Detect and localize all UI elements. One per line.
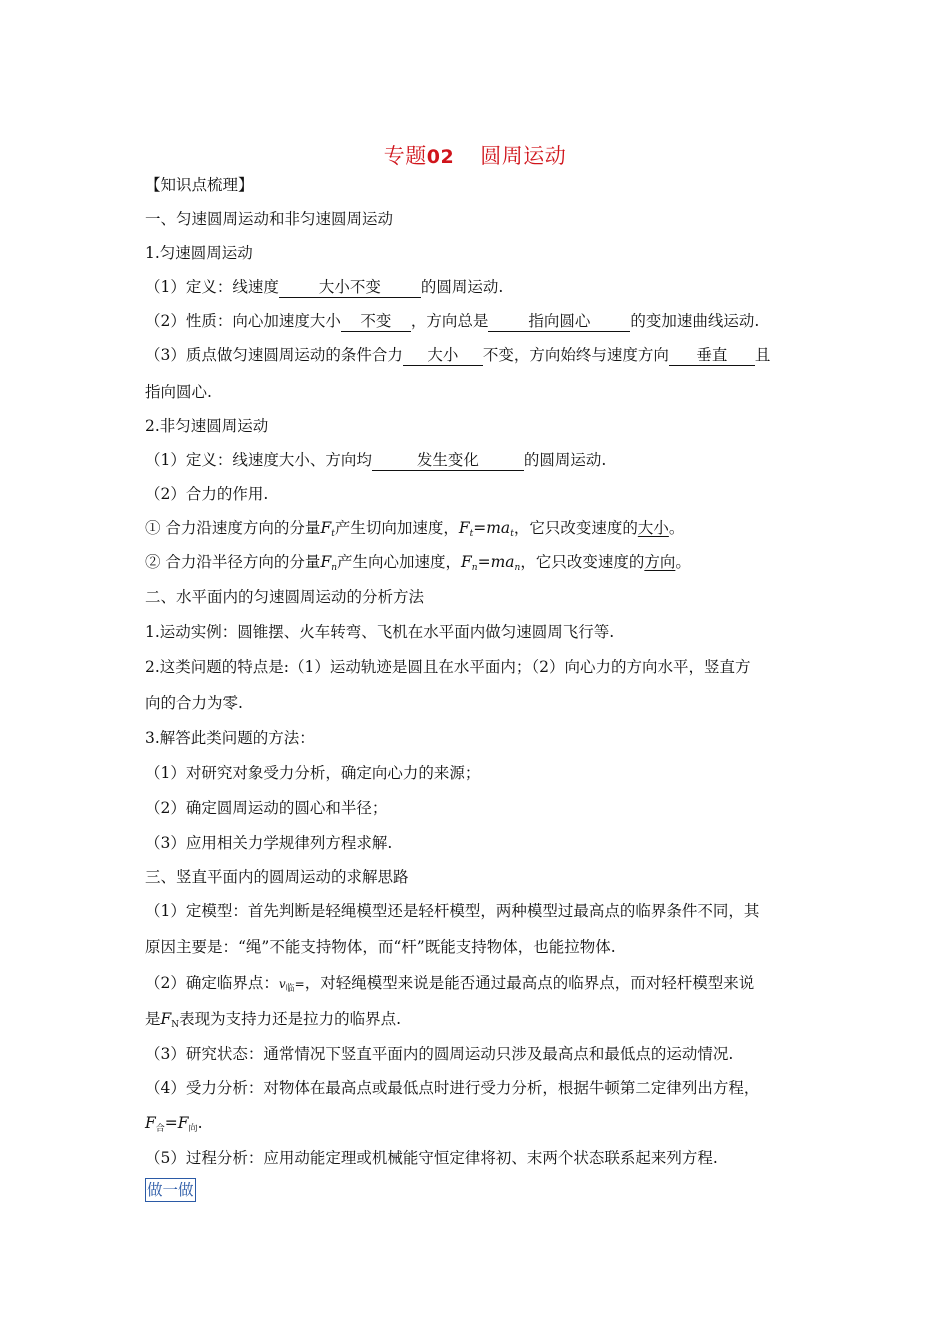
list-item: （3）应用相关力学规律列方程求解.	[145, 834, 393, 852]
page-title	[0, 142, 950, 171]
list-item: （1）对研究对象受力分析，确定向心力的来源；	[145, 764, 481, 782]
definition-line: （1）定义：线速度 大小不变 的圆周运动.	[145, 278, 504, 296]
paragraph: 向的合力为零.	[145, 694, 243, 712]
paragraph: （3）研究状态：通常情况下竖直平面内的圆周运动只涉及最高点和最低点的运动情况.	[145, 1045, 734, 1063]
section-3-heading: 三、竖直平面内的圆周运动的求解思路	[145, 868, 409, 886]
title-prefix: 专题	[383, 144, 427, 168]
section-1-heading: 一、匀速圆周运动和非匀速圆周运动	[145, 210, 394, 228]
section-2-heading: 二、水平面内的匀速圆周运动的分析方法	[145, 588, 425, 606]
underlined-answer: 方向	[644, 553, 676, 571]
force-role-line: （2）合力的作用.	[145, 485, 269, 503]
answer-blank: 大小不变	[279, 277, 421, 298]
critical-point-line: （2）确定临界点：$v_临=$，对轻绳模型来说是能否通过最高点的临界点，而对轻杆模型来说	[145, 974, 755, 994]
critical-point-line-2: 是$F_N$表现为支持力还是拉力的临界点.	[145, 1010, 402, 1030]
list-item: （2）确定圆周运动的圆心和半径；	[145, 799, 388, 817]
answer-blank: 发生变化	[372, 450, 524, 471]
condition-line: （3）质点做匀速圆周运动的条件合力 大小 不变，方向始终与速度方向 垂直 且	[145, 346, 771, 364]
paragraph: 原因主要是：“绳”不能支持物体，而“杆”既能支持物体，也能拉物体.	[145, 938, 616, 956]
paragraph: 1.运动实例：圆锥摆、火车转弯、飞机在水平面内做匀速圆周飞行等.	[145, 623, 615, 641]
answer-blank: 不变	[341, 311, 411, 332]
title-number: 02	[426, 146, 455, 168]
section-tag: 【知识点梳理】	[145, 176, 254, 194]
answer-blank: 垂直	[669, 345, 755, 366]
title-name: 圆周运动	[480, 144, 567, 168]
paragraph: （5）过程分析：应用动能定理或机械能守恒定律将初、末两个状态联系起来列方程.	[145, 1149, 718, 1167]
paragraph: 3.解答此类问题的方法：	[145, 729, 315, 747]
paragraph: （1）定模型：首先判断是轻绳模型还是轻杆模型，两种模型过最高点的临界条件不同，其	[145, 902, 760, 920]
answer-blank: 大小	[403, 345, 483, 366]
subsection-1-1: 1.匀速圆周运动	[145, 244, 253, 262]
paragraph: 2.这类问题的特点是:（1）运动轨迹是圆且在水平面内；（2）向心力的方向水平，竖直方	[145, 658, 751, 676]
property-line: （2）性质：向心加速度大小 不变 ，方向总是 指向圆心 的变加速曲线运动.	[145, 312, 760, 330]
equation-line: $F_合=F_向$.	[145, 1114, 203, 1134]
subsection-1-2: 2.非匀速圆周运动	[145, 417, 269, 435]
tangential-component-line: ① 合力沿速度方向的分量$F_t$产生切向加速度，$F_t=ma_t$，它只改变速度的大小。	[145, 519, 685, 539]
condition-line-2: 指向圆心.	[145, 383, 212, 401]
answer-blank: 指向圆心	[488, 311, 630, 332]
underlined-answer: 大小	[637, 519, 669, 537]
paragraph: （4）受力分析：对物体在最高点或最低点时进行受力分析，根据牛顿第二定律列出方程，	[145, 1079, 760, 1097]
practice-link[interactable]: 做一做	[145, 1178, 196, 1202]
normal-component-line: ② 合力沿半径方向的分量$F_n$产生向心加速度，$F_n=ma_n$，它只改变速度的方向。	[145, 553, 691, 573]
definition-2-line: （1）定义：线速度大小、方向均 发生变化 的圆周运动.	[145, 451, 607, 469]
